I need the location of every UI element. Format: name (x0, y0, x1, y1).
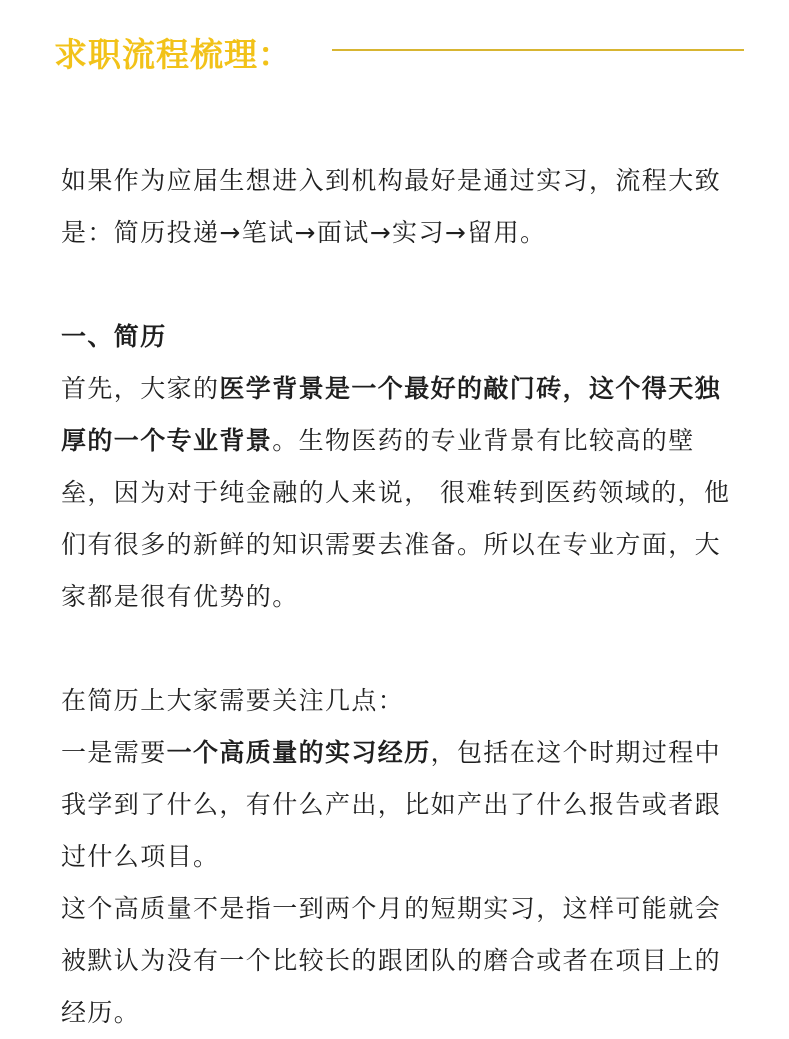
paragraph-lead-text: 一是需要 (61, 738, 167, 767)
resume-point-internship (61, 727, 735, 883)
resume-point-quality-note: 这个高质量不是指一到两个月的短期实习，这样可能就会被默认为没有一个比较长的跟团队的磨合或者在项目上的经历。 (61, 894, 722, 1027)
paragraph-spacer (61, 623, 735, 675)
paragraph-rest-text: 。生物医药的专业背景有比较高的壁垒，因为对于纯金融的人来说， 很难转到医药领域的，他们有很多的新鲜的知识需要去准备。所以在专业方面，大家都是很有优势的。 (61, 426, 731, 611)
highlighted-text: 一个高质量的实习经历 (166, 738, 431, 767)
paragraph-rest-text: ，包括在这个时期过程中我学到了什么，有什么产出，比如产出了什么报告或者跟过什么项目。 (61, 738, 722, 871)
article-body (61, 155, 735, 1039)
resume-points-intro: 在简历上大家需要关注几点： (61, 686, 405, 715)
resume-paragraph-background (61, 363, 735, 623)
highlighted-text: 医学背景是一个最好的敲门砖，这个得天独厚的一个专业背景 (61, 374, 722, 455)
paragraph-spacer (61, 259, 735, 311)
section-heading-resume: 一、简历 (61, 322, 167, 351)
page-title: 求职流程梳理： (54, 34, 292, 74)
section-header (54, 26, 744, 78)
intro-paragraph: 如果作为应届生想进入到机构最好是通过实习，流程大致是：简历投递→笔试→面试→实习→留用。 (61, 166, 722, 247)
header-divider (332, 49, 744, 51)
paragraph-lead-text: 首先，大家的 (61, 374, 220, 403)
